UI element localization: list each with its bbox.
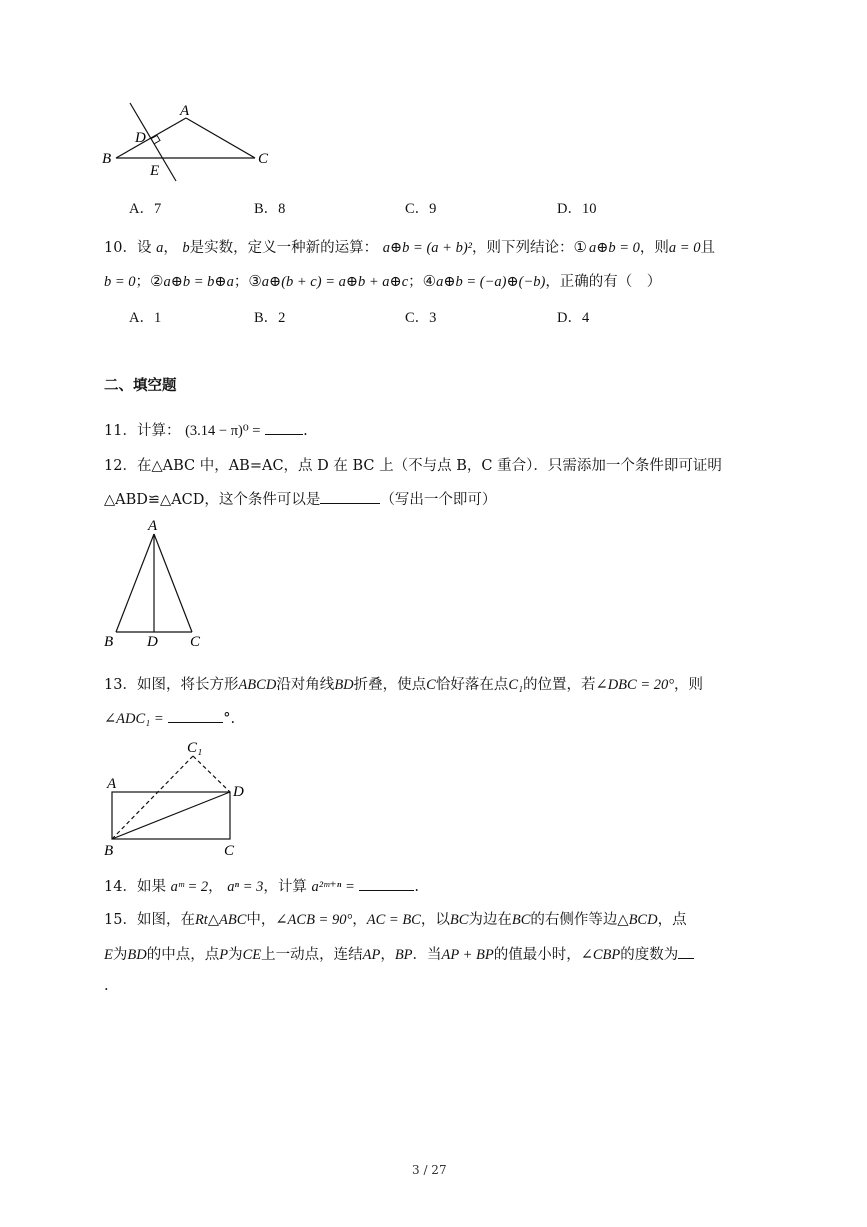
circled-1: ① (573, 240, 587, 256)
q10-option-b[interactable]: B．2 (254, 310, 286, 326)
label-d: D (233, 784, 244, 800)
q13-answer-blank[interactable] (168, 708, 223, 723)
figure-q12-isosceles-triangle (100, 515, 210, 650)
figure-q13-folded-rectangle (100, 738, 260, 860)
label-d: D (147, 634, 158, 650)
label-c: C (190, 634, 201, 650)
q15-answer-blank[interactable] (678, 944, 694, 959)
q12-answer-blank[interactable] (320, 489, 380, 504)
q10-line-2: b = 0；②a⊕b = b⊕a；③a⊕(b + c) = a⊕b + a⊕c；④a⊕b = (−a)⊕(−b)，正确的有（ ） (104, 272, 662, 290)
q10-option-c[interactable]: C．3 (405, 310, 437, 326)
q10-option-a[interactable]: A．1 (129, 310, 162, 326)
circled-4: ④ (422, 272, 437, 290)
segment-ab (116, 534, 154, 632)
circled-2: ② (150, 272, 164, 290)
label-d: D (135, 130, 146, 146)
q10-option-d[interactable]: D．4 (557, 310, 590, 326)
label-b: B (102, 151, 112, 167)
q13-line-1: 13．如图，将长方形ABCD沿对角线BD折叠，使点C恰好落在点C₁的位置，若∠DBC = 20°，则 (104, 677, 704, 693)
circled-3: ③ (248, 272, 262, 290)
label-e: E (150, 163, 160, 179)
q14: 14．如果 aᵐ = 2， aⁿ = 3，计算 a²ᵐ⁺ⁿ = . (104, 875, 419, 896)
q9-option-b[interactable]: B．8 (254, 201, 286, 217)
q10-operation-definition: a⊕b = (a + b)² (382, 240, 473, 256)
segment-ac (154, 534, 192, 632)
label-b: B (104, 843, 114, 859)
q12-line-1: 12．在△ABC 中，AB=AC，点 D 在 BC 上（不与点 B，C 重合）．只需添加一个条件即可证明 (104, 458, 722, 474)
folded-segment-c1d (193, 756, 230, 792)
q12-line-2: △ABD≌△ACD，这个条件可以是 （写出一个即可） (104, 488, 496, 509)
q15-end: . (104, 978, 109, 994)
label-c: C (224, 843, 235, 859)
label-b: B (104, 634, 114, 650)
folded-segment-bc1 (112, 756, 193, 839)
label-a: A (180, 103, 190, 119)
q9-option-a[interactable]: A．7 (129, 201, 162, 217)
q14-answer-blank[interactable] (359, 876, 414, 891)
q11: 11．计算： (3.14 − π)⁰ = . (104, 419, 308, 440)
q13-line-2: ∠ADC₁ = °. (104, 708, 235, 728)
label-c1: C₁ (187, 740, 203, 756)
diagonal-bd (112, 792, 230, 839)
label-a: A (107, 776, 117, 792)
figure-q9-triangle (100, 100, 280, 185)
section-title-fill-blank: 二、填空题 (104, 377, 177, 394)
label-a: A (148, 518, 158, 534)
q11-expression: (3.14 − π)⁰ = (185, 423, 261, 439)
segment-ac (186, 118, 255, 158)
q15-line-1: 15．如图，在Rt△ABC中，∠ACB = 90°，AC = BC，以BC为边在BC的右侧作等边△BCD，点 (104, 912, 687, 928)
page-number: 3 / 27 (412, 1163, 447, 1177)
q10-line-1: 10．设 a， b是实数，定义一种新的运算： a⊕b = (a + b)²，则下列结论：① a⊕b = 0，则a = 0且 (104, 240, 715, 256)
q9-option-d[interactable]: D．10 (557, 201, 597, 217)
q11-answer-blank[interactable] (265, 420, 303, 435)
label-c: C (258, 151, 269, 167)
q10-number: 10． (104, 240, 137, 256)
q15-line-2: E为BD的中点，点P为CE上一动点，连结AP，BP．当AP + BP的值最小时，∠CBP的度数为 (104, 943, 694, 964)
q9-option-c[interactable]: C．9 (405, 201, 437, 217)
